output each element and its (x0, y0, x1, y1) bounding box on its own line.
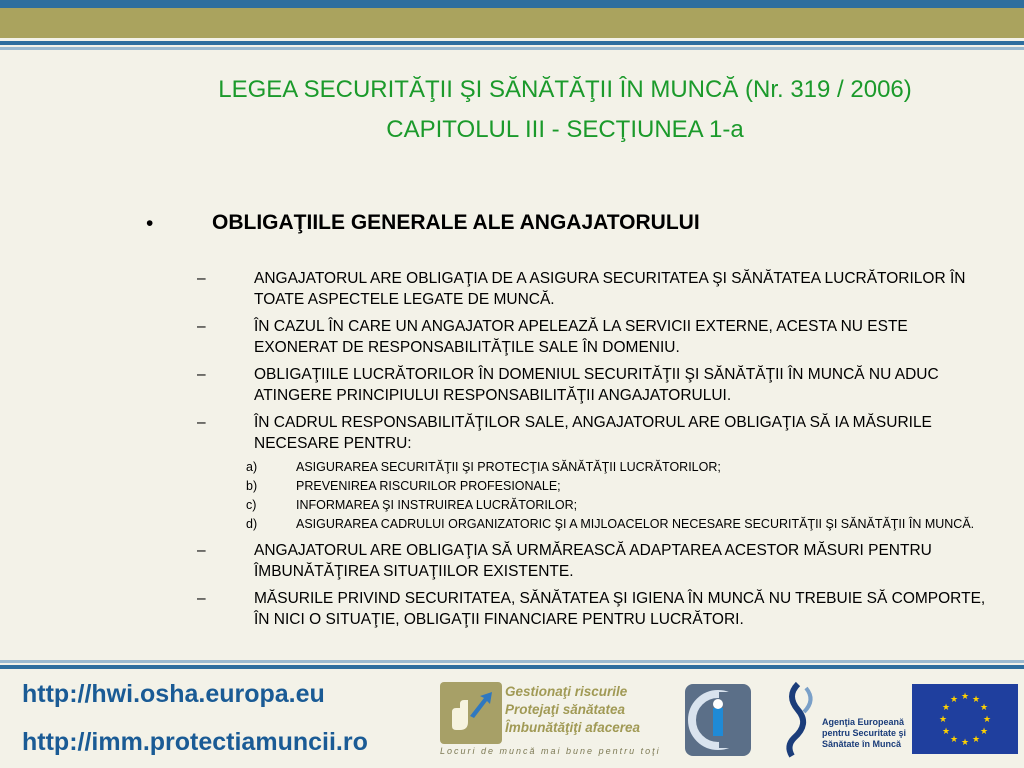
institution-logo (683, 682, 753, 758)
list-dash: – (197, 366, 206, 383)
svg-text:★: ★ (971, 735, 981, 745)
svg-text:★: ★ (949, 695, 959, 705)
osha-link[interactable]: http://hwi.osha.europa.eu (22, 680, 325, 708)
footer-light-line (0, 660, 1024, 663)
header-light-line (0, 47, 1024, 50)
obligations-list (0, 268, 1024, 636)
c-emblem-icon (683, 682, 753, 758)
sublist-letter: a) (246, 460, 258, 474)
list-item-text: OBLIGAŢIILE LUCRĂTORILOR ÎN DOMENIUL SECURITĂŢII ŞI SĂNĂTĂŢII ÎN MUNCĂ NU ADUC ATINGERE PRINCIPIULUI RESPONSABILITĂŢII ANGAJATORULUI. (254, 366, 939, 404)
list-item-text: ANGAJATORUL ARE OBLIGAŢIA DE A ASIGURA SECURITATEA ŞI SĂNĂTATEA LUCRĂTORILOR ÎN TOATE ASPECTELE LEGATE DE MUNCĂ. (254, 270, 966, 308)
svg-text:★: ★ (979, 703, 989, 713)
campaign-logo (440, 682, 502, 744)
sublist-letter: c) (246, 498, 257, 512)
sublist-letter: d) (246, 517, 258, 531)
sublist-item (0, 516, 1024, 533)
svg-text:★: ★ (960, 738, 970, 748)
svg-text:★: ★ (971, 695, 981, 705)
list-dash: – (197, 542, 206, 559)
section-heading: OBLIGAŢIILE GENERALE ALE ANGAJATORULUI (212, 211, 700, 234)
protectiamuncii-link[interactable]: http://imm.protectiamuncii.ro (22, 728, 368, 756)
list-item-text: ÎN CAZUL ÎN CARE UN ANGAJATOR APELEAZĂ LA SERVICII EXTERNE, ACESTA NU ESTE EXONERAT DE RESPONSABILITĂŢILE SALE ÎN DOMENIU. (254, 318, 908, 356)
sublist-item (0, 478, 1024, 495)
svg-text:★: ★ (949, 735, 959, 745)
sublist-item-text: ASIGURAREA CADRULUI ORGANIZATORIC ŞI A MIJLOACELOR NECESARE SECURITĂŢII ŞI SĂNĂTĂŢII ÎN MUNCĂ. (296, 517, 975, 531)
list-item (0, 316, 1024, 358)
sublist-item (0, 459, 1024, 476)
svg-text:★: ★ (979, 727, 989, 737)
list-item (0, 268, 1024, 310)
list-item (0, 540, 1024, 582)
list-item-text: ÎN CADRUL RESPONSABILITĂŢILOR SALE, ANGAJATORUL ARE OBLIGAŢIA SĂ IA MĂSURILE NECESARE PENTRU: (254, 414, 932, 452)
header-olive-band (0, 8, 1024, 38)
heading-bullet: • (146, 212, 154, 235)
sublist-letter: b) (246, 479, 258, 493)
agency-swirl-icon (780, 680, 824, 760)
list-item (0, 364, 1024, 406)
sublist-item-text: INFORMAREA ŞI INSTRUIREA LUCRĂTORILOR; (296, 498, 578, 512)
eu-flag (912, 684, 1018, 754)
list-item-text: ANGAJATORUL ARE OBLIGAŢIA SĂ URMĂREASCĂ ADAPTAREA ACESTOR MĂSURI PENTRU ÎMBUNĂTĂŢIREA SITUAŢIILOR EXISTENTE. (254, 542, 932, 580)
measures-sublist (0, 459, 1024, 533)
list-dash: – (197, 414, 206, 431)
svg-text:★: ★ (960, 692, 970, 702)
top-band (0, 0, 1024, 8)
list-dash: – (197, 318, 206, 335)
svg-text:★: ★ (938, 715, 948, 725)
list-item (0, 588, 1024, 630)
list-dash: – (197, 270, 206, 287)
svg-text:★: ★ (941, 727, 951, 737)
slide-title: LEGEA SECURITĂŢII ŞI SĂNĂTĂŢII ÎN MUNCĂ (Nr. 319 / 2006) (218, 76, 912, 103)
list-item (0, 412, 1024, 454)
footer-blue-line (0, 665, 1024, 669)
hand-arrow-icon (440, 682, 502, 744)
list-item-text: MĂSURILE PRIVIND SECURITATEA, SĂNĂTATEA ŞI IGIENA ÎN MUNCĂ NU TREBUIE SĂ COMPORTE, ÎN NICI O SITUAŢIE, OBLIGAŢII FINANCIARE PENTRU LUCRĂTORI. (254, 590, 986, 628)
agency-name: Agenţia Europeană pentru Securitate şi Sănătate în Muncă (822, 717, 907, 749)
campaign-slogan: Gestionaţi riscurile Protejaţi sănătatea Îmbunătăţiţi afacerea (505, 684, 641, 735)
header-blue-line (0, 41, 1024, 45)
list-dash: – (197, 590, 206, 607)
sublist-item-text: ASIGURAREA SECURITĂŢII ŞI PROTECŢIA SĂNĂTĂŢII LUCRĂTORILOR; (296, 460, 721, 474)
svg-text:★: ★ (982, 715, 992, 725)
sublist-item-text: PREVENIREA RISCURILOR PROFESIONALE; (296, 479, 561, 493)
sublist-item (0, 497, 1024, 514)
campaign-tagline: Locuri de muncă mai bune pentru toţi (440, 746, 661, 756)
eu-stars-icon (912, 684, 1018, 754)
svg-text:★: ★ (941, 703, 951, 713)
slide-subtitle: CAPITOLUL III - SECŢIUNEA 1-a (386, 116, 744, 143)
